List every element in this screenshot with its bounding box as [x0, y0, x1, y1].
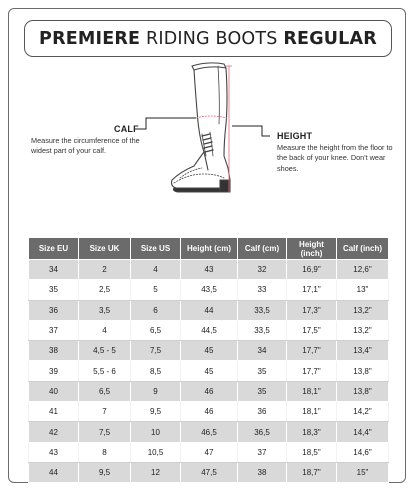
cell-size-us: 9 — [131, 381, 181, 401]
cell-height-inch: 18,7" — [287, 462, 337, 482]
cell-calf-inch: 14,6" — [337, 442, 389, 462]
cell-height-cm: 45 — [181, 361, 238, 381]
cell-height-cm: 43,5 — [181, 280, 238, 300]
cell-calf-cm: 37 — [238, 442, 287, 462]
cell-height-inch: 17,1" — [287, 280, 337, 300]
cell-height-inch: 17,5" — [287, 320, 337, 340]
cell-calf-inch: 15" — [337, 462, 389, 482]
cell-calf-cm: 36 — [238, 402, 287, 422]
cell-calf-cm: 34 — [238, 341, 287, 361]
cell-calf-inch: 13,8" — [337, 361, 389, 381]
cell-calf-cm: 38 — [238, 462, 287, 482]
cell-size-uk: 2,5 — [79, 280, 131, 300]
cell-size-eu: 40 — [29, 381, 79, 401]
cell-size-uk: 4,5 - 5 — [79, 341, 131, 361]
cell-size-eu: 34 — [29, 260, 79, 280]
table-row — [29, 260, 389, 280]
cell-size-eu: 37 — [29, 320, 79, 340]
table-row — [29, 361, 389, 381]
header-calf-inch: Calf (inch) — [337, 238, 389, 260]
cell-height-cm: 47 — [181, 442, 238, 462]
cell-size-uk: 6,5 — [79, 381, 131, 401]
cell-size-uk: 2 — [79, 260, 131, 280]
table-header-row — [29, 238, 389, 260]
header-height-inch: Height (inch) — [287, 238, 337, 260]
cell-size-us: 7,5 — [131, 341, 181, 361]
cell-size-us: 10 — [131, 422, 181, 442]
header-size-uk: Size UK — [79, 238, 131, 260]
cell-calf-inch: 14,2" — [337, 402, 389, 422]
cell-height-inch: 18,1" — [287, 402, 337, 422]
cell-size-eu: 43 — [29, 442, 79, 462]
cell-size-uk: 3,5 — [79, 300, 131, 320]
cell-size-us: 5 — [131, 280, 181, 300]
cell-height-inch: 18,1" — [287, 381, 337, 401]
cell-calf-cm: 36,5 — [238, 422, 287, 442]
header-size-eu: Size EU — [29, 238, 79, 260]
cell-size-uk: 9,5 — [79, 462, 131, 482]
cell-calf-cm: 33,5 — [238, 300, 287, 320]
cell-height-inch: 17,7" — [287, 341, 337, 361]
table-row — [29, 402, 389, 422]
cell-size-us: 12 — [131, 462, 181, 482]
cell-size-eu: 39 — [29, 361, 79, 381]
cell-calf-inch: 13" — [337, 280, 389, 300]
cell-height-cm: 46 — [181, 381, 238, 401]
title-brand: PREMIERE — [39, 28, 141, 49]
cell-size-eu: 36 — [29, 300, 79, 320]
size-table — [28, 237, 389, 483]
table-row — [29, 462, 389, 482]
cell-height-inch: 17,7" — [287, 361, 337, 381]
cell-size-us: 10,5 — [131, 442, 181, 462]
cell-size-us: 8,5 — [131, 361, 181, 381]
cell-height-inch: 18,5" — [287, 442, 337, 462]
cell-size-eu: 38 — [29, 341, 79, 361]
cell-size-uk: 7 — [79, 402, 131, 422]
page-title — [24, 20, 392, 57]
cell-height-inch: 17,3" — [287, 300, 337, 320]
header-height-cm: Height (cm) — [181, 238, 238, 260]
cell-calf-inch: 13,4" — [337, 341, 389, 361]
height-label: HEIGHT — [277, 131, 313, 141]
calf-description: Measure the circumference of the widest part of your calf. — [31, 136, 140, 156]
table-row — [29, 280, 389, 300]
cell-height-cm: 44 — [181, 300, 238, 320]
cell-calf-cm: 35 — [238, 381, 287, 401]
riding-boot-illustration — [150, 60, 260, 200]
cell-height-inch: 18,3" — [287, 422, 337, 442]
cell-size-uk: 8 — [79, 442, 131, 462]
calf-label: CALF — [114, 124, 139, 134]
cell-size-us: 6 — [131, 300, 181, 320]
size-table-body — [29, 260, 389, 483]
cell-calf-cm: 35 — [238, 361, 287, 381]
cell-size-us: 6,5 — [131, 320, 181, 340]
cell-height-cm: 44,5 — [181, 320, 238, 340]
cell-height-cm: 47,5 — [181, 462, 238, 482]
cell-height-cm: 46 — [181, 402, 238, 422]
table-row — [29, 320, 389, 340]
cell-size-eu: 35 — [29, 280, 79, 300]
cell-height-cm: 45 — [181, 341, 238, 361]
table-row — [29, 422, 389, 442]
cell-calf-inch: 12,6" — [337, 260, 389, 280]
cell-calf-inch: 13,2" — [337, 320, 389, 340]
cell-size-eu: 44 — [29, 462, 79, 482]
cell-calf-cm: 33,5 — [238, 320, 287, 340]
cell-calf-cm: 33 — [238, 280, 287, 300]
header-calf-cm: Calf (cm) — [238, 238, 287, 260]
cell-size-eu: 42 — [29, 422, 79, 442]
cell-height-cm: 46,5 — [181, 422, 238, 442]
cell-size-us: 9,5 — [131, 402, 181, 422]
title-fit: REGULAR — [283, 28, 377, 49]
cell-calf-inch: 13,2" — [337, 300, 389, 320]
cell-calf-inch: 14,4" — [337, 422, 389, 442]
cell-calf-inch: 13,8" — [337, 381, 389, 401]
cell-calf-cm: 32 — [238, 260, 287, 280]
title-product: RIDING BOOTS — [145, 28, 278, 49]
cell-size-uk: 5,5 - 6 — [79, 361, 131, 381]
table-row — [29, 442, 389, 462]
header-size-us: Size US — [131, 238, 181, 260]
cell-size-us: 4 — [131, 260, 181, 280]
cell-size-uk: 4 — [79, 320, 131, 340]
cell-size-eu: 41 — [29, 402, 79, 422]
table-row — [29, 341, 389, 361]
table-row — [29, 381, 389, 401]
height-description: Measure the height from the floor to the back of your knee. Don't wear shoes. — [277, 143, 393, 173]
cell-height-cm: 43 — [181, 260, 238, 280]
table-row — [29, 300, 389, 320]
cell-size-uk: 7,5 — [79, 422, 131, 442]
cell-height-inch: 16,9" — [287, 260, 337, 280]
